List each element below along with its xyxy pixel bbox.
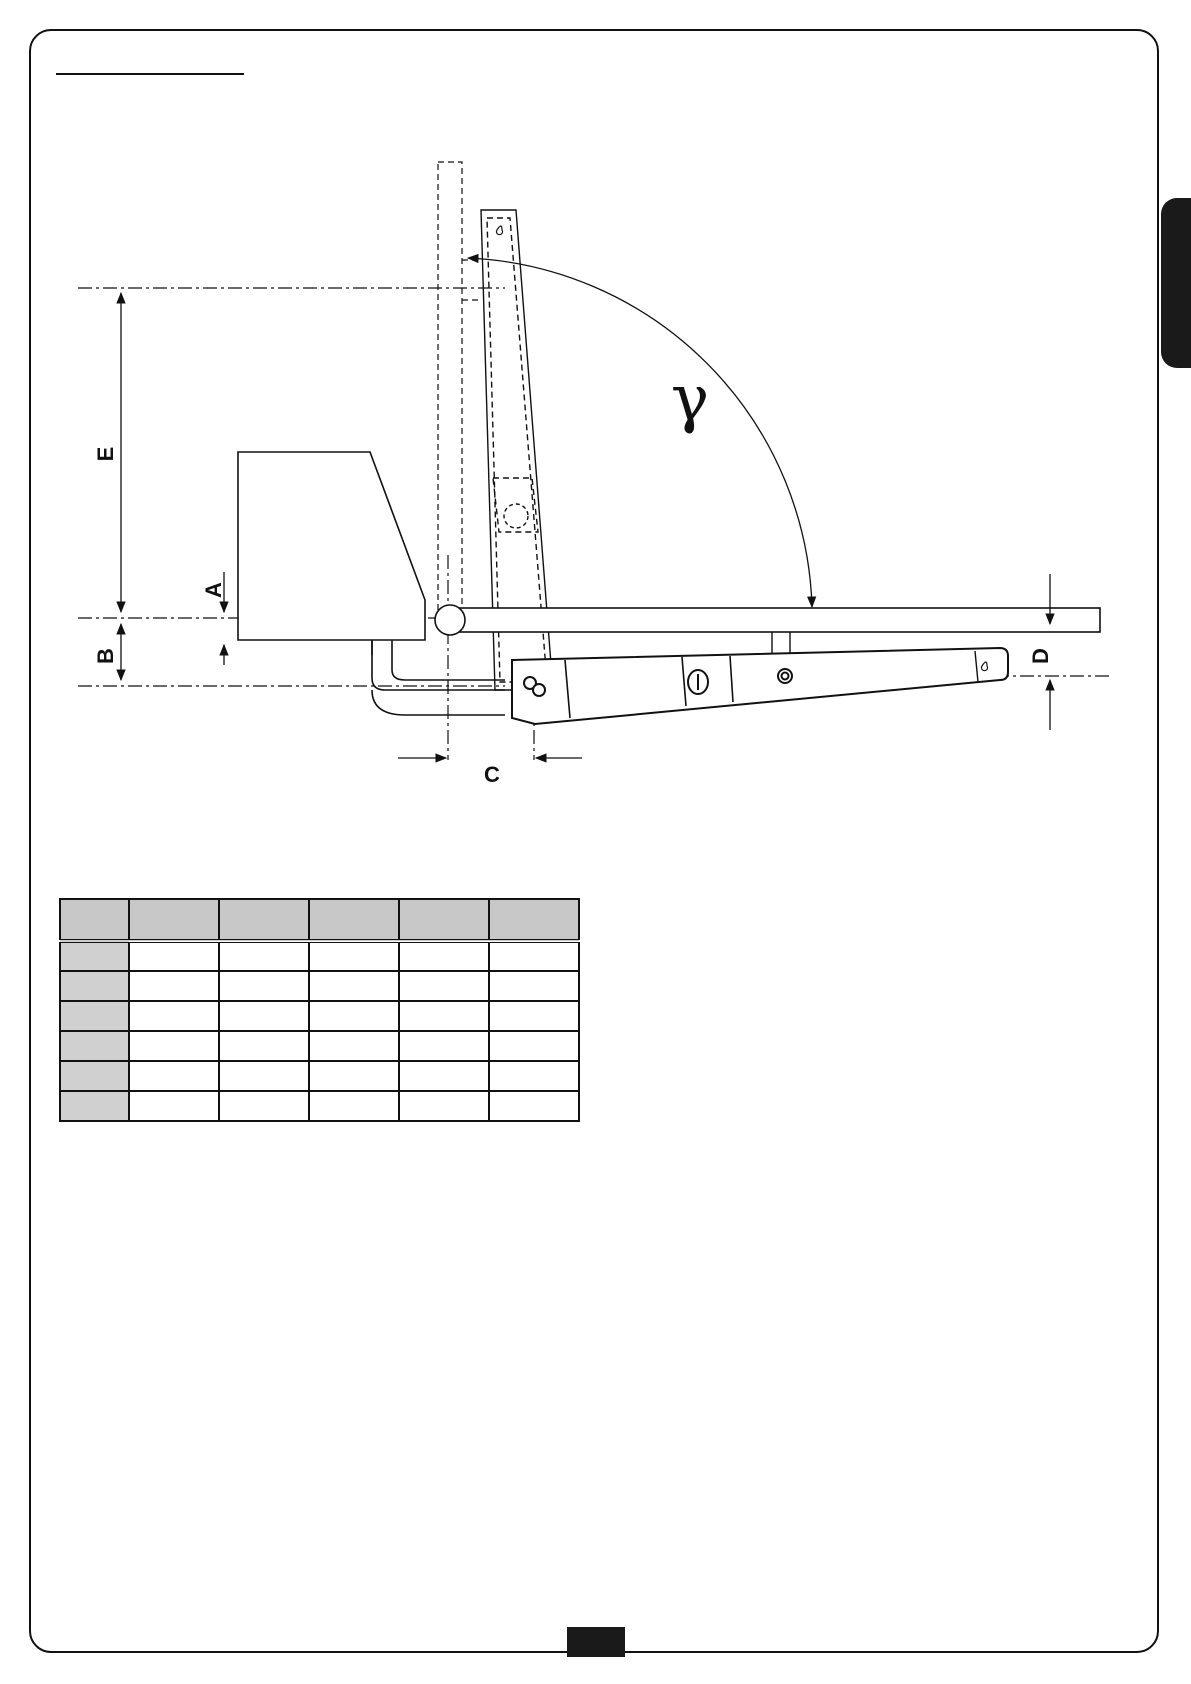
table-cell	[399, 1061, 489, 1091]
table-cell	[399, 1031, 489, 1061]
gate-leaf-open	[438, 162, 480, 617]
table-cell	[489, 1031, 579, 1061]
table-cell	[219, 941, 309, 971]
table-header-cell	[60, 899, 129, 941]
table-cell	[129, 1091, 219, 1121]
table-header-cell	[219, 899, 309, 941]
table-row-head	[60, 941, 129, 971]
dimensions-table	[59, 898, 580, 1122]
table-cell	[129, 1061, 219, 1091]
table-row	[60, 1001, 579, 1031]
table-cell	[129, 1001, 219, 1031]
table-cell	[219, 1061, 309, 1091]
table-cell	[129, 1031, 219, 1061]
table-cell	[309, 1091, 399, 1121]
opening-angle-symbol: γ	[670, 362, 710, 436]
dimension-label-c: C	[484, 762, 500, 787]
table-header-cell	[129, 899, 219, 941]
table-cell	[489, 1001, 579, 1031]
table-row	[60, 1061, 579, 1091]
table-header-cell	[489, 899, 579, 941]
table-cell	[129, 941, 219, 971]
table-row-head	[60, 1061, 129, 1091]
table-cell	[309, 971, 399, 1001]
table-row	[60, 1091, 579, 1121]
table-row	[60, 941, 579, 971]
table-cell	[309, 1031, 399, 1061]
table-row-head	[60, 971, 129, 1001]
table-cell	[309, 1001, 399, 1031]
table-header-row	[60, 899, 579, 941]
dimension-label-a: A	[201, 582, 226, 598]
arm-closed-position	[512, 648, 1008, 724]
table-cell	[309, 941, 399, 971]
dimension-label-d: D	[1028, 648, 1053, 664]
table-row-head	[60, 1031, 129, 1061]
table-cell	[129, 971, 219, 1001]
table-cell	[399, 1091, 489, 1121]
table-row-head	[60, 1001, 129, 1031]
table-cell	[399, 971, 489, 1001]
table-cell	[489, 1061, 579, 1091]
dimension-label-b: B	[93, 648, 118, 664]
table-cell	[309, 1061, 399, 1091]
table-cell	[399, 1001, 489, 1031]
opening-angle-arc	[468, 258, 812, 607]
table-cell	[219, 1031, 309, 1061]
table-cell	[219, 1091, 309, 1121]
table-cell	[399, 941, 489, 971]
table-header-cell	[399, 899, 489, 941]
dimension-label-e: E	[93, 446, 118, 462]
table-cell	[219, 971, 309, 1001]
table-cell	[489, 941, 579, 971]
table-header-cell	[309, 899, 399, 941]
table-cell	[489, 971, 579, 1001]
table-row	[60, 971, 579, 1001]
table-cell	[489, 1091, 579, 1121]
table-row	[60, 1031, 579, 1061]
table-row-head	[60, 1091, 129, 1121]
motor-housing	[238, 452, 505, 715]
table-cell	[219, 1001, 309, 1031]
